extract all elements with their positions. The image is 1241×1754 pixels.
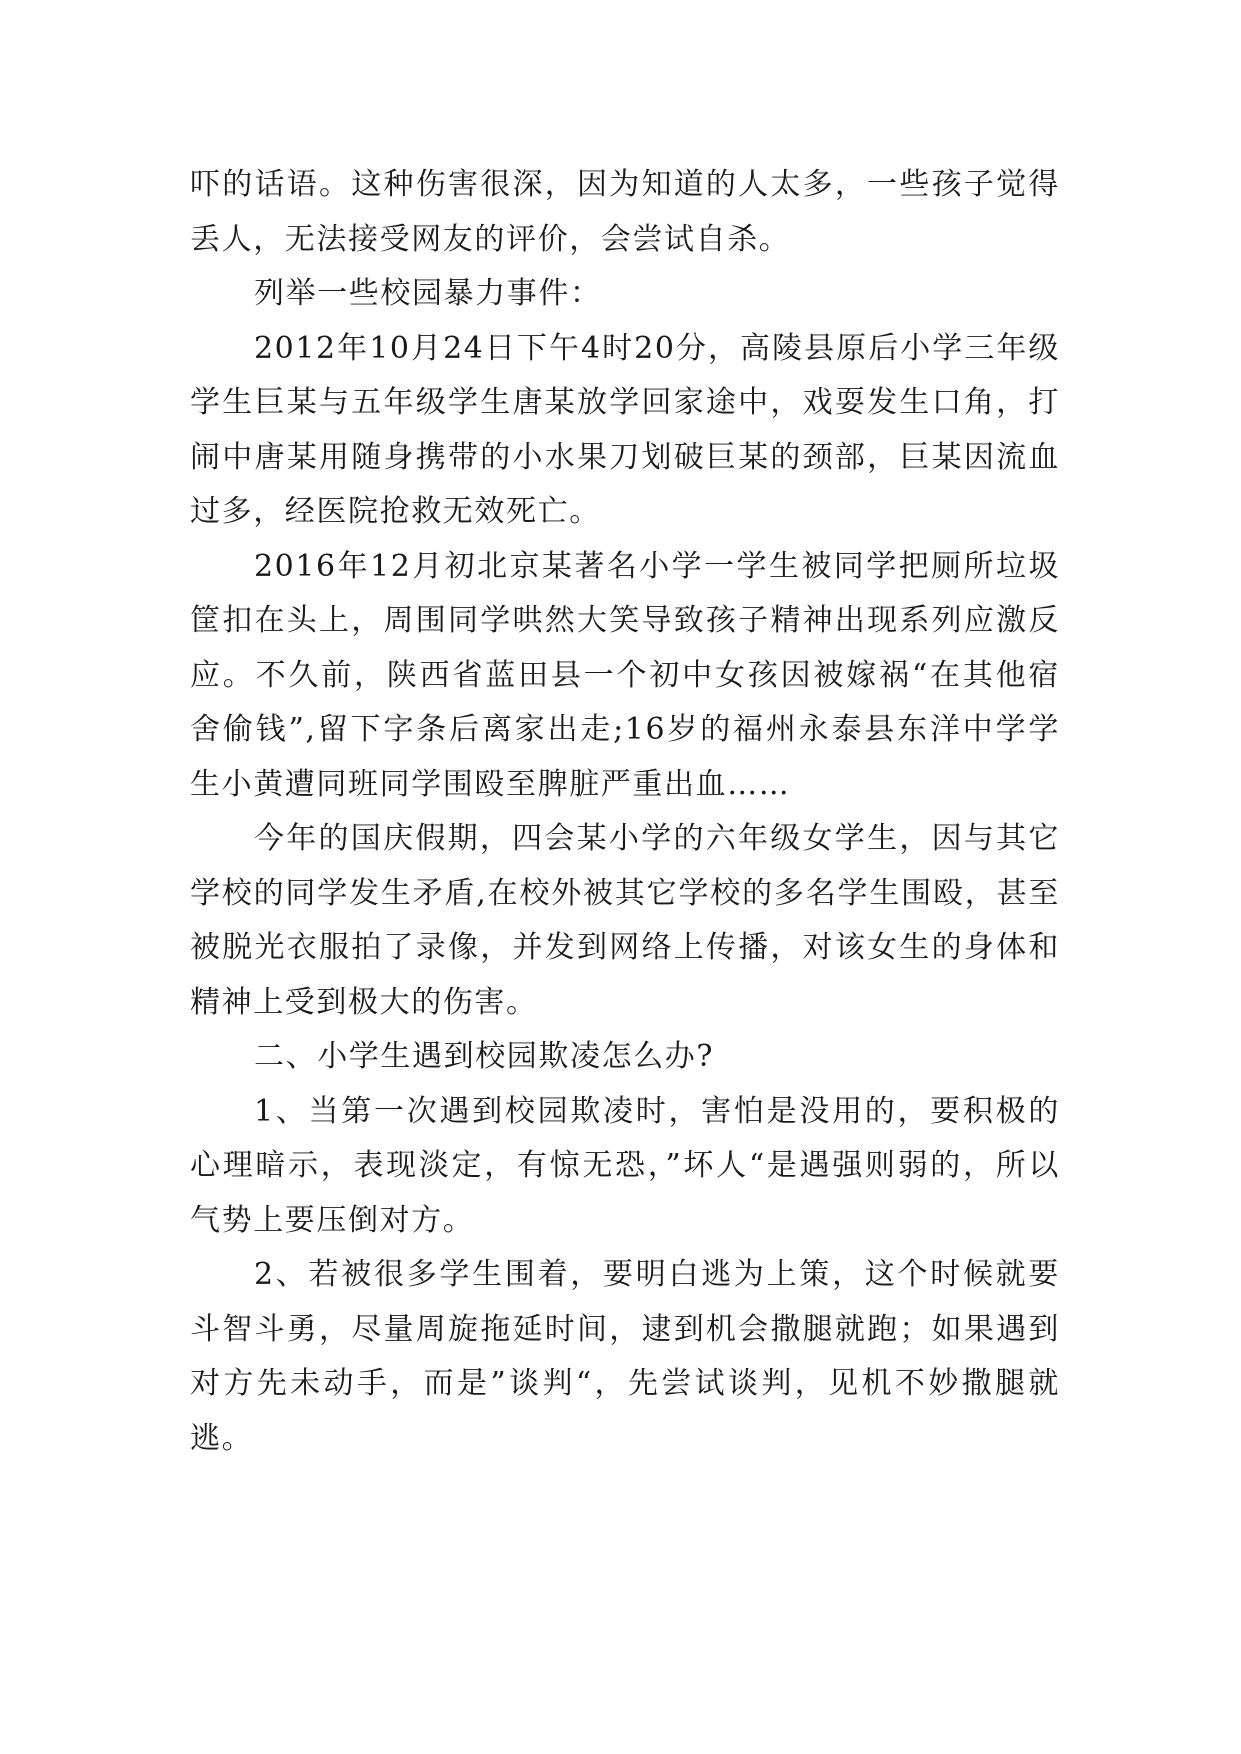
- section-heading-what-to-do: 二、小学生遇到校园欺凌怎么办?: [254, 1039, 715, 1074]
- paragraph-incident-2016: 2016年12月初北京某著名小学一学生被同学把厕所垃圾筐扣在头上，周围同学哄然大笑导致孩子精神出现系列应激反应。不久前，陕西省蓝田县一个初中女孩因被嫁祸“在其他宿舍偷钱”,留下字条后离家出走;16岁的福州永泰县东洋中学学生小黄遭同班同学围殴至脾脏严重出血……: [190, 548, 1060, 802]
- paragraph-incident-national-day: 今年的国庆假期，四会某小学的六年级女学生，因与其它学校的同学发生矛盾,在校外被其它学校的多名学生围殴，甚至被脱光衣服拍了录像，并发到网络上传播，对该女生的身体和精神上受到极大的伤害。: [190, 821, 1060, 1020]
- paragraph-incident-2012: 2012年10月24日下午4时20分，高陵县原后小学三年级学生巨某与五年级学生唐某放学回家途中，戏耍发生口角，打闹中唐某用随身携带的小水果刀划破巨某的颈部，巨某因流血过多，经医院抢救无效死亡。: [190, 330, 1060, 529]
- document-body: [190, 158, 1060, 1466]
- paragraph-advice-1: 1、当第一次遇到校园欺凌时，害怕是没用的，要积极的心理暗示，表现淡定，有惊无恐，”坏人“是遇强则弱的，所以气势上要压倒对方。: [190, 1093, 1060, 1238]
- paragraph-list-intro: 列举一些校园暴力事件：: [254, 276, 602, 311]
- paragraph-continuation: 吓的话语。这种伤害很深，因为知道的人太多，一些孩子觉得丢人，无法接受网友的评价，会尝试自杀。: [190, 167, 1060, 257]
- paragraph-advice-2: 2、若被很多学生围着，要明白逃为上策，这个时候就要斗智斗勇，尽量周旋拖延时间，逮到机会撒腿就跑；如果遇到对方先未动手，而是”谈判“，先尝试谈判，见机不妙撒腿就逃。: [190, 1257, 1060, 1456]
